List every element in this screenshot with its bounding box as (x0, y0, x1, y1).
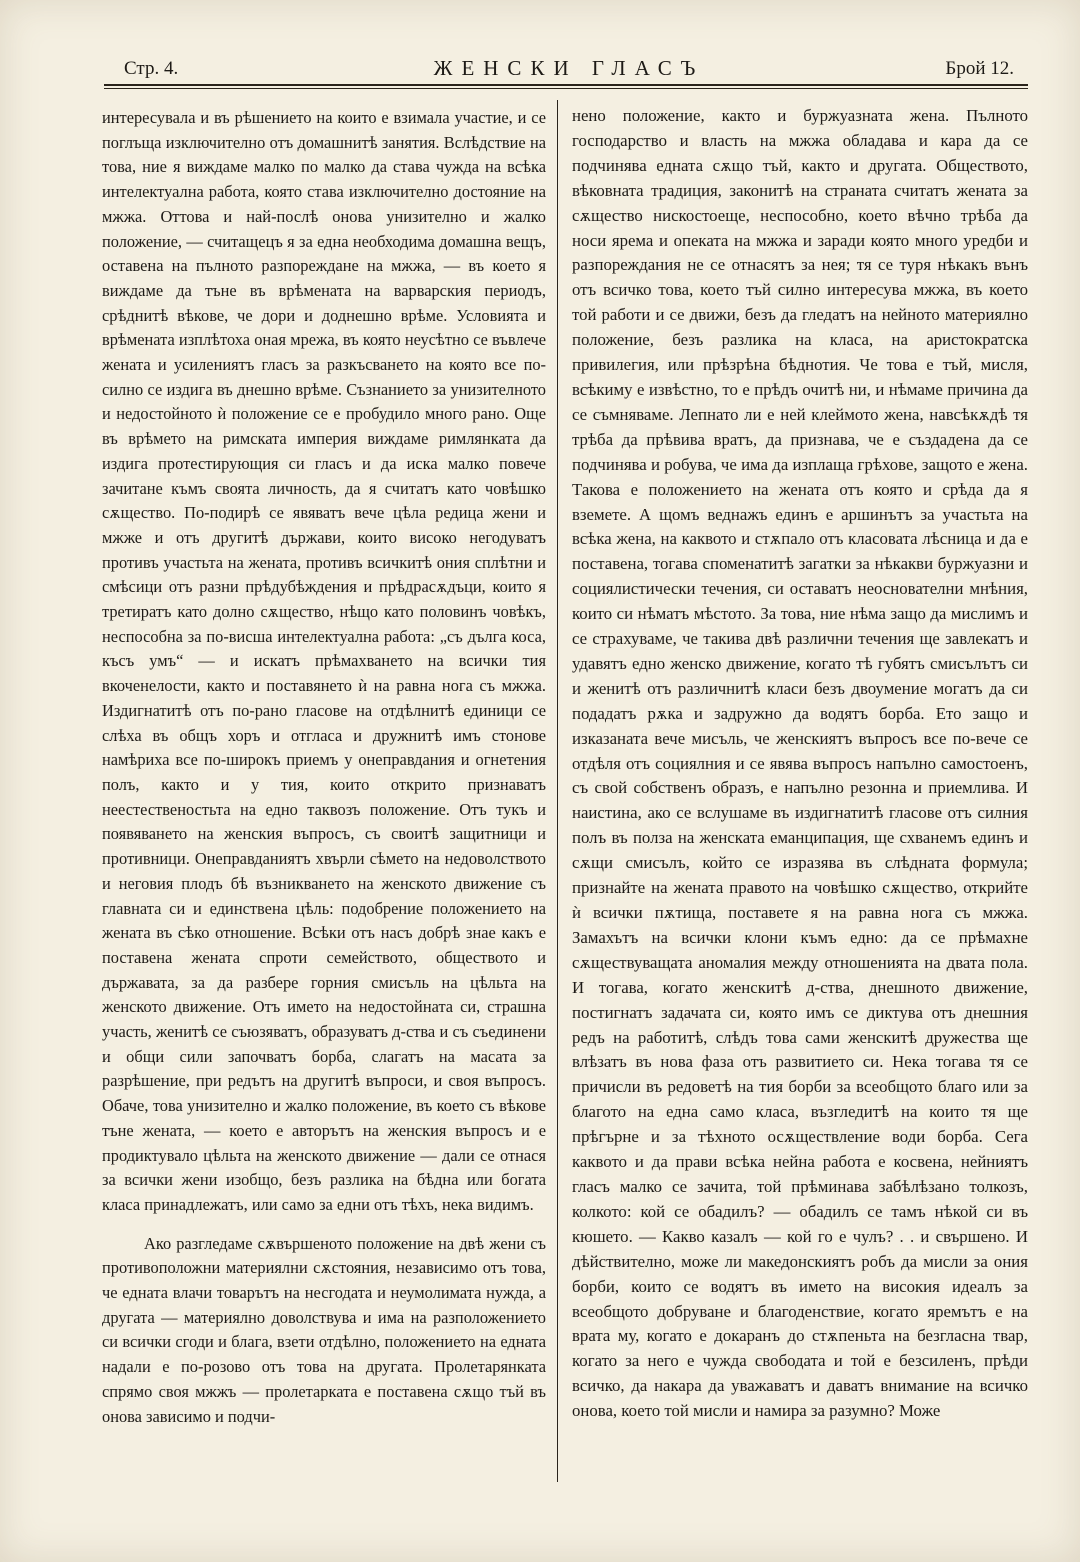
page-number: Стр. 4. (124, 58, 179, 79)
paragraph: Ако разгледаме сѫвършеното положение на двѣ жени съ противоположни материялни сѫстояния, независимо отъ това, че едната влачи товарътъ на несгодата и неумолимата нужда, а другата — материялно доволствува и има на разположението си всички сгоди и блага, взети отдѣлно, положението на едната надали е по-розово отъ това на другата. Пролетарянката спрямо своя мжжъ — пролетарката е поставена сѫщо тъй въ онова зависимо и подчи- (102, 1233, 546, 1426)
header-rule (104, 84, 1028, 86)
publication-title: ЖЕНСКИ ГЛАСЪ (433, 56, 705, 80)
right-column (572, 104, 1028, 1424)
page-header (124, 56, 1014, 82)
paragraph: нено положение, както и буржуазната жена. Пълното господарство и власть на мжжа обладава и кара да се подчинява едната сѫщо тъй, както и другата. Обществото, вѣковната традиция, законитѣ на страната считатъ жената за сѫщество нискостоеще, неспособно, което вѣчно трѣба да носи ярема и опеката на мжжа и заради която много уредби и разпореждания не се отнасятъ за нея; тя се туря нѣкакъ вънъ отъ всичко това, което тъй силно интересува мжжа, въ което той работи и се движи, безъ да гледатъ на нейното материялно положение, безъ разлика на класа, на аристократска привилегия, или прѣзрѣна бѣднотия. Че това е тъй, мисля, всѣкиму е извѣстно, то е прѣдъ очитѣ ни, и нѣмаме причина да се съмняваме. Лепнато ли е ней клеймото жена, навсѣкѫдѣ тя трѣба да прѣвива вратъ, да признава, че е създадена да се подчинява и робува, че има да изплаща грѣхове, защото е жена. Такова е положението на жената отъ която и срѣда да я вземете. А щомъ веднажъ единъ е аршинътъ за участьта на всѣка жена, на каквото и стѫпало отъ класовата лѣсница и да е поставена, тогава споменатитѣ загатки за нѣкакви буржуазни и социялистически течения, си оставатъ неоснователни мнѣния, които си нѣматъ мѣстото. За това, ние нѣма защо да мислимъ и се страхуваме, че такива двѣ различни течения ще завлекатъ и удавятъ едно женско движение, когато тѣ губятъ смисълътъ си и женитѣ отъ различнитѣ класи безъ двоумение могатъ да си подадатъ рѫка и задружно да водятъ борба. Ето защо и изказаната вече мисъль, че женскиятъ въпросъ все по-вече се отдѣля отъ социялния и се явява въпросъ напълно самостоенъ, съ свой собственъ образъ, е напълно резонна и приемлива. И наистина, ако се вслушаме въ издигнатитѣ гласове отъ силния полъ въ полза на женската еманципация, ще схванемъ единъ и сѫщи смисълъ, който се изразява въ слѣдната формула; признайте на жената правото на човѣшко сѫщество, открийте ѝ всички пѫтища, поставете я на равна нога съ мжжа. Замахътъ на всички клони къмъ едно: да се прѣмахне сѫществуващата аномалия между отношенията на двата пола. И тогава, когато женскитѣ д-ства, днешното движение, постигнатъ задачата си, която имъ се диктува отъ днешния редъ на работитѣ, слѣдъ това сами женскитѣ дружества ще влѣзатъ въ нова фаза отъ развитието си. Нека тогава тя се причисли въ редоветѣ на тия борби за всеобщото благо или за благото на една само класа, възгледитѣ на които тя ще прѣгърне и за тѣхното осѫществление води борба. Сега каквото и да прави всѣка нейна работа е косвена, нейниятъ гласъ малко се зачита, той прѣминава забѣлѣзано толкозъ, колкото: кой се обадилъ? — обадилъ се тамъ нѣкой си въ кюшето. — Какво казалъ — кой го е чулъ? . . и свършено. И дѣйствително, може ли македонскиятъ робъ да мисли за ония борби, които се водятъ въ името на високия идеалъ за всеобщото добруване и благоденствие, когато яремътъ е на врата му, когато е докаранъ до стѫпеньта на безгласна твар, когато за него е чужда свободата и той е безсиленъ, прѣди всичко, да накара да уважаватъ и даватъ внимание на всичко онова, което той мисли и намира за разумно? Може (572, 106, 1028, 1421)
header-rule-thin (104, 88, 1028, 89)
paragraph: интересувала и въ рѣшението на които е взимала участие, и се поглъща изключително отъ домашнитѣ занятия. Вслѣдствие на това, ние я виждаме малко по малко да става чужда на всѣка интелектуална работа, която става изключително достояние на мжжа. Оттова и най-послѣ онова унизително и жалко положение, — считащецъ я за една необходима домашна вещъ, оставена на пълното разпореждане на мжжа, — въ което я виждаме да тъне въ врѣмената на варварския периодъ, срѣднитѣ вѣкове, че дори и доднешно врѣме. Условията и врѣмената изплѣтоха оная мрежа, въ която неусѣтно се въвлече жената и усилениятъ гласъ за разкъсването на която все по-силно се издига въ днешно врѣме. Съзнанието за унизителното и недостойното ѝ положение се е пробудило много рано. Още въ врѣмето на римската империя виждаме римлянката да издига протестирующия си гласъ и да иска малко повече зачитане къмъ своята личность, да я считатъ като човѣшко сѫщество. По-подирѣ се явяватъ вече цѣла редица жени и мжже и отъ другитѣ държави, които високо негодуватъ противъ участьта на жената, противъ всичкитѣ ония сплѣтни и смѣсици отъ разни прѣдубѣждения и прѣдрасѫдъци, които я третиратъ като долно сѫщество, нѣщо като половинъ човѣкъ, неспособна за по-висша интелектуална работа: „съ дълга коса, късъ умъ“ — и искатъ прѣмахването на всички тия вкоченелости, както и поставянето ѝ на равна нога съ мжжа. Издигнатитѣ отъ по-рано гласове на отдѣлнитѣ единици се слѣха въ общъ хоръ и отгласа и дружнитѣ имъ стонове намѣриха все по-широкъ приемъ у онеправдания и огнетения полъ, както и у тия, които открито признаватъ неестественостьта на едно таквозъ положение. Отъ тукъ и появяването на женския въпросъ, съ своитѣ защитници и противници. Онеправданиятъ хвърли сѣмето на недоволството и неговия плодъ бѣ възникването на женското движение съ главната си и единствена цѣль: подобрение положението на жената въ сѣко отношение. Всѣки отъ насъ добрѣ знае какъ е поставена жената спроти семейството, обществото и държавата, за да разбере горния смисъль на цѣльта на женското движение. Отъ името на недостойната си, страшна участь, женитѣ се съюзяватъ, образуватъ д-ства и съ съединени и общи сили започватъ борба, слагатъ на масата за разрѣшение, при редътъ на другитѣ въпроси, и своя въпросъ. Обаче, това унизително и жалко положение, въ което съ вѣкове тъне жената, — което е авторътъ на женския въпросъ и е продиктувало цѣльта на женското движение — дали се отнася за всички жени изобщо, безъ разлика на бѣдна или богата класа принадлежатъ, или само за едни отъ тѣхъ, нека видимъ. (102, 108, 546, 1214)
issue-number: Брой 12. (945, 58, 1014, 79)
column-divider (557, 100, 558, 1482)
left-column (102, 106, 546, 1429)
